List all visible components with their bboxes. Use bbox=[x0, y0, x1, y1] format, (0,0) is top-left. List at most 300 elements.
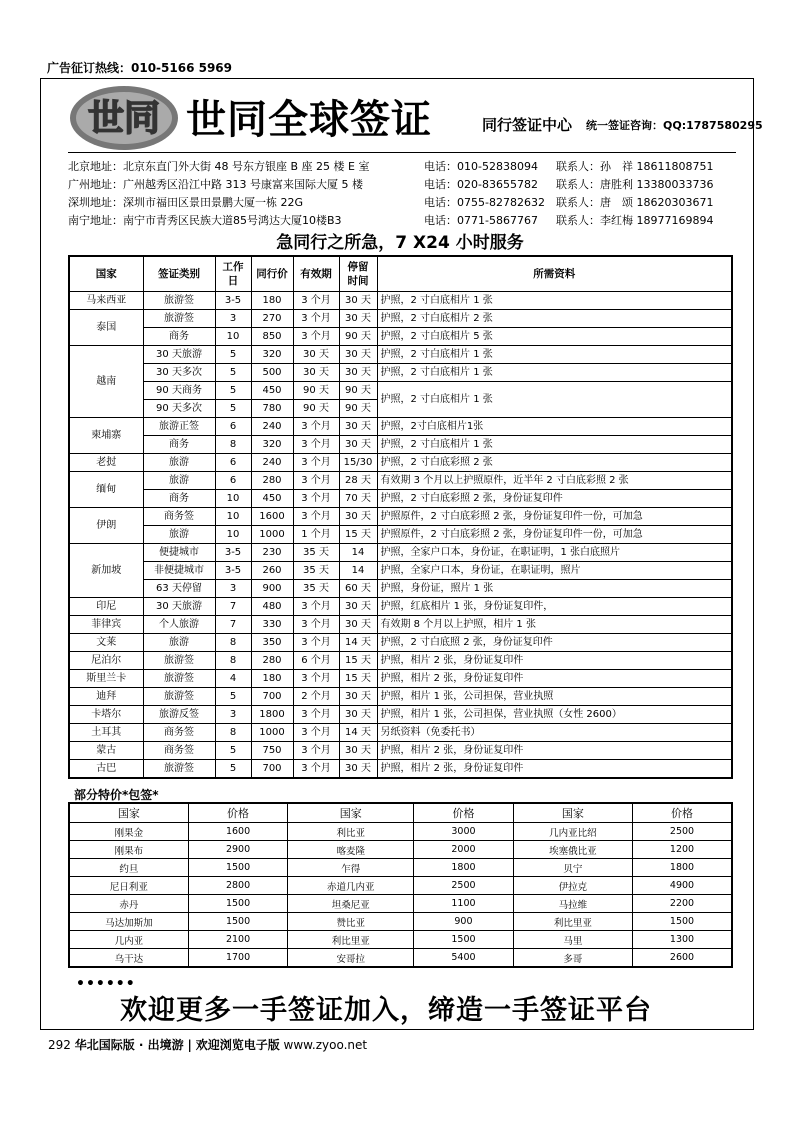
cell-workday: 4 bbox=[215, 670, 251, 688]
sp-price: 1300 bbox=[633, 931, 733, 949]
cell-country: 老挝 bbox=[69, 454, 143, 472]
cell-type: 90 天多次 bbox=[143, 400, 215, 418]
cell-stay: 90 天 bbox=[339, 400, 377, 418]
cell-price: 180 bbox=[251, 292, 293, 310]
cell-validity: 3 个月 bbox=[293, 616, 339, 634]
cell-docs: 护照原件，2 寸白底彩照 2 张，身份证复印件一份，可加急 bbox=[377, 526, 732, 544]
decorative-dots: •••••• bbox=[76, 976, 136, 992]
table-row bbox=[69, 616, 732, 634]
col-type: 签证类别 bbox=[143, 256, 215, 292]
sp-country: 利比亚 bbox=[288, 823, 414, 841]
cell-docs: 护照，身份证，照片 1 张 bbox=[377, 580, 732, 598]
cell-docs: 护照，2寸白底相片1张 bbox=[377, 418, 732, 436]
table-row bbox=[69, 526, 732, 544]
sp-price: 1200 bbox=[633, 841, 733, 859]
cell-workday: 10 bbox=[215, 526, 251, 544]
qq-contact: 统一签证咨询：QQ:1787580295 bbox=[586, 119, 763, 132]
cell-workday: 5 bbox=[215, 400, 251, 418]
sp-price: 1500 bbox=[414, 931, 513, 949]
cell-docs: 护照，2 寸白底相片 2 张 bbox=[377, 310, 732, 328]
cell-workday: 5 bbox=[215, 688, 251, 706]
cell-docs: 护照，2 寸白底相片 1 张 bbox=[377, 292, 732, 310]
table-row bbox=[69, 490, 732, 508]
sp-col: 价格 bbox=[633, 803, 733, 823]
cell-price: 350 bbox=[251, 634, 293, 652]
cell-validity: 3 个月 bbox=[293, 490, 339, 508]
cell-docs: 护照，2 寸白底彩照 2 张，身份证复印件 bbox=[377, 490, 732, 508]
cell-stay: 30 天 bbox=[339, 616, 377, 634]
cell-validity: 3 个月 bbox=[293, 436, 339, 454]
cell-country: 卡塔尔 bbox=[69, 706, 143, 724]
cell-docs: 护照，2 寸白底相片 1 张 bbox=[377, 436, 732, 454]
cell-docs: 有效期 3 个月以上护照原件，近半年 2 寸白底彩照 2 张 bbox=[377, 472, 732, 490]
cell-price: 1000 bbox=[251, 526, 293, 544]
cell-price: 280 bbox=[251, 652, 293, 670]
cell-stay: 28 天 bbox=[339, 472, 377, 490]
sp-price: 3000 bbox=[414, 823, 513, 841]
cell-validity: 1 个月 bbox=[293, 526, 339, 544]
cell-workday: 3-5 bbox=[215, 544, 251, 562]
sp-price: 2800 bbox=[188, 877, 287, 895]
table-row bbox=[69, 310, 732, 328]
sp-country: 乍得 bbox=[288, 859, 414, 877]
sp-country: 喀麦隆 bbox=[288, 841, 414, 859]
visa-table bbox=[68, 255, 733, 779]
cell-validity: 3 个月 bbox=[293, 508, 339, 526]
sp-price: 1800 bbox=[414, 859, 513, 877]
cell-stay: 30 天 bbox=[339, 760, 377, 779]
office-address: 南宁地址：南宁市青秀区民族大道85号鸿达大厦10楼B3 bbox=[68, 214, 342, 227]
table-row bbox=[69, 652, 732, 670]
sp-price: 2900 bbox=[188, 841, 287, 859]
col-workday: 工作日 bbox=[215, 256, 251, 292]
cell-workday: 8 bbox=[215, 652, 251, 670]
cell-workday: 5 bbox=[215, 742, 251, 760]
table-row bbox=[69, 508, 732, 526]
sp-country: 约旦 bbox=[69, 859, 188, 877]
sp-price: 1600 bbox=[188, 823, 287, 841]
cell-stay: 30 天 bbox=[339, 742, 377, 760]
cell-country: 尼泊尔 bbox=[69, 652, 143, 670]
cell-docs: 护照，相片 2 张，身份证复印件 bbox=[377, 742, 732, 760]
cell-price: 700 bbox=[251, 760, 293, 779]
cell-stay: 70 天 bbox=[339, 490, 377, 508]
cell-price: 1000 bbox=[251, 724, 293, 742]
sp-price: 4900 bbox=[633, 877, 733, 895]
page-footer bbox=[48, 1036, 367, 1053]
sp-country: 赞比亚 bbox=[288, 913, 414, 931]
cell-country: 迪拜 bbox=[69, 688, 143, 706]
cell-country: 伊朗 bbox=[69, 508, 143, 544]
cell-workday: 3 bbox=[215, 310, 251, 328]
special-row bbox=[69, 913, 732, 931]
sp-price: 1500 bbox=[188, 895, 287, 913]
cell-price: 320 bbox=[251, 436, 293, 454]
cell-country: 古巴 bbox=[69, 760, 143, 779]
cell-country: 印尼 bbox=[69, 598, 143, 616]
cell-country: 文莱 bbox=[69, 634, 143, 652]
col-docs: 所需资料 bbox=[377, 256, 732, 292]
cell-type: 旅游签 bbox=[143, 670, 215, 688]
cell-validity: 30 天 bbox=[293, 364, 339, 382]
sp-country: 几内亚 bbox=[69, 931, 188, 949]
cell-stay: 14 bbox=[339, 562, 377, 580]
office-phone: 电话：020-83655782 bbox=[424, 178, 538, 191]
sp-country: 利比里亚 bbox=[288, 931, 414, 949]
sp-price: 2500 bbox=[633, 823, 733, 841]
cell-type: 商务签 bbox=[143, 724, 215, 742]
cell-price: 180 bbox=[251, 670, 293, 688]
cell-country: 越南 bbox=[69, 346, 143, 418]
sp-country: 坦桑尼亚 bbox=[288, 895, 414, 913]
col-validity: 有效期 bbox=[293, 256, 339, 292]
sp-price: 1800 bbox=[633, 859, 733, 877]
cell-workday: 7 bbox=[215, 616, 251, 634]
sp-country: 马里 bbox=[513, 931, 632, 949]
cell-type: 旅游正签 bbox=[143, 418, 215, 436]
sp-country: 埃塞俄比亚 bbox=[513, 841, 632, 859]
cell-docs: 护照，相片 2 张，身份证复印件 bbox=[377, 652, 732, 670]
page-number: 292 bbox=[48, 1038, 71, 1052]
cell-docs: 护照，2 寸白底照 2 张，身份证复印件 bbox=[377, 634, 732, 652]
cell-validity: 30 天 bbox=[293, 346, 339, 364]
cell-validity: 3 个月 bbox=[293, 310, 339, 328]
cell-type: 旅游 bbox=[143, 634, 215, 652]
sp-country: 马拉维 bbox=[513, 895, 632, 913]
sp-price: 900 bbox=[414, 913, 513, 931]
cell-workday: 10 bbox=[215, 490, 251, 508]
sp-price: 2600 bbox=[633, 949, 733, 968]
brand-subtitle: 同行签证中心 bbox=[482, 116, 573, 134]
sp-country: 乌干达 bbox=[69, 949, 188, 968]
cell-stay: 15 天 bbox=[339, 670, 377, 688]
cell-docs: 护照，2 寸白底相片 1 张 bbox=[377, 382, 732, 418]
cell-stay: 14 天 bbox=[339, 724, 377, 742]
cell-stay: 90 天 bbox=[339, 382, 377, 400]
sp-price: 1500 bbox=[188, 859, 287, 877]
table-row bbox=[69, 706, 732, 724]
cell-stay: 15 天 bbox=[339, 652, 377, 670]
table-row bbox=[69, 292, 732, 310]
table-row bbox=[69, 346, 732, 364]
cell-stay: 14 bbox=[339, 544, 377, 562]
cell-workday: 6 bbox=[215, 418, 251, 436]
table-row bbox=[69, 436, 732, 454]
table-row bbox=[69, 688, 732, 706]
cell-country: 菲律宾 bbox=[69, 616, 143, 634]
sp-price: 1700 bbox=[188, 949, 287, 968]
divider bbox=[68, 152, 736, 153]
table-row bbox=[69, 454, 732, 472]
cell-type: 旅游签 bbox=[143, 688, 215, 706]
special-row bbox=[69, 877, 732, 895]
cell-type: 旅游签 bbox=[143, 760, 215, 779]
table-row bbox=[69, 364, 732, 382]
ad-hotline: 广告征订热线：010-5166 5969 bbox=[47, 61, 233, 75]
sp-country: 马达加斯加 bbox=[69, 913, 188, 931]
cell-validity: 90 天 bbox=[293, 382, 339, 400]
cell-type: 非便捷城市 bbox=[143, 562, 215, 580]
cell-workday: 8 bbox=[215, 634, 251, 652]
cell-type: 商务签 bbox=[143, 742, 215, 760]
sp-country: 赤道几内亚 bbox=[288, 877, 414, 895]
cell-validity: 3 个月 bbox=[293, 634, 339, 652]
sp-country: 刚果金 bbox=[69, 823, 188, 841]
cell-stay: 30 天 bbox=[339, 364, 377, 382]
special-price-table bbox=[68, 802, 733, 968]
cell-type: 旅游 bbox=[143, 526, 215, 544]
cell-validity: 3 个月 bbox=[293, 598, 339, 616]
cell-price: 320 bbox=[251, 346, 293, 364]
cell-docs: 护照，相片 2 张，身份证复印件 bbox=[377, 670, 732, 688]
table-header-row bbox=[69, 256, 732, 292]
sp-col: 国家 bbox=[513, 803, 632, 823]
cell-type: 个人旅游 bbox=[143, 616, 215, 634]
office-contact: 联系人：孙 祥 18611808751 bbox=[556, 160, 714, 173]
cell-type: 旅游签 bbox=[143, 652, 215, 670]
cell-country: 斯里兰卡 bbox=[69, 670, 143, 688]
cell-type: 旅游签 bbox=[143, 310, 215, 328]
cell-price: 230 bbox=[251, 544, 293, 562]
sp-price: 1100 bbox=[414, 895, 513, 913]
sp-price: 1500 bbox=[633, 913, 733, 931]
special-row bbox=[69, 823, 732, 841]
cell-stay: 60 天 bbox=[339, 580, 377, 598]
sp-col: 价格 bbox=[188, 803, 287, 823]
cell-price: 240 bbox=[251, 418, 293, 436]
sp-country: 几内亚比绍 bbox=[513, 823, 632, 841]
cell-type: 旅游 bbox=[143, 454, 215, 472]
special-row bbox=[69, 895, 732, 913]
col-price: 同行价 bbox=[251, 256, 293, 292]
cell-country: 新加坡 bbox=[69, 544, 143, 598]
sp-price: 5400 bbox=[414, 949, 513, 968]
separator: | bbox=[187, 1038, 192, 1052]
cell-type: 旅游签 bbox=[143, 292, 215, 310]
cell-validity: 6 个月 bbox=[293, 652, 339, 670]
table-row bbox=[69, 670, 732, 688]
cell-price: 240 bbox=[251, 454, 293, 472]
cell-validity: 3 个月 bbox=[293, 418, 339, 436]
cell-validity: 3 个月 bbox=[293, 292, 339, 310]
table-row bbox=[69, 418, 732, 436]
cell-price: 450 bbox=[251, 490, 293, 508]
cell-validity: 3 个月 bbox=[293, 760, 339, 779]
cell-price: 500 bbox=[251, 364, 293, 382]
cell-type: 90 天商务 bbox=[143, 382, 215, 400]
cell-workday: 8 bbox=[215, 724, 251, 742]
cell-price: 260 bbox=[251, 562, 293, 580]
cell-type: 30 天旅游 bbox=[143, 598, 215, 616]
table-row bbox=[69, 544, 732, 562]
special-row bbox=[69, 841, 732, 859]
cell-validity: 3 个月 bbox=[293, 724, 339, 742]
cell-type: 30 天多次 bbox=[143, 364, 215, 382]
sp-col: 国家 bbox=[288, 803, 414, 823]
office-address: 北京地址：北京东直门外大街 48 号东方银座 B 座 25 楼 E 室 bbox=[68, 160, 370, 173]
cell-workday: 3-5 bbox=[215, 292, 251, 310]
cell-workday: 5 bbox=[215, 346, 251, 364]
cell-country: 马来西亚 bbox=[69, 292, 143, 310]
special-row bbox=[69, 949, 732, 968]
cell-price: 480 bbox=[251, 598, 293, 616]
cell-validity: 90 天 bbox=[293, 400, 339, 418]
cell-stay: 30 天 bbox=[339, 598, 377, 616]
cell-workday: 6 bbox=[215, 454, 251, 472]
brand-name: 世同全球签证 bbox=[186, 97, 432, 143]
cell-price: 270 bbox=[251, 310, 293, 328]
col-country: 国家 bbox=[69, 256, 143, 292]
office-contact: 联系人：唐胜利 13380033736 bbox=[556, 178, 714, 191]
cell-price: 850 bbox=[251, 328, 293, 346]
cell-stay: 15 天 bbox=[339, 526, 377, 544]
cell-stay: 15/30 bbox=[339, 454, 377, 472]
sp-price: 1500 bbox=[188, 913, 287, 931]
cell-workday: 7 bbox=[215, 598, 251, 616]
cell-stay: 14 天 bbox=[339, 634, 377, 652]
cell-workday: 10 bbox=[215, 328, 251, 346]
sp-price: 2100 bbox=[188, 931, 287, 949]
cell-type: 商务 bbox=[143, 328, 215, 346]
cell-workday: 5 bbox=[215, 382, 251, 400]
cell-stay: 30 天 bbox=[339, 346, 377, 364]
cell-docs: 护照，全家户口本，身份证，在职证明，照片 bbox=[377, 562, 732, 580]
sp-price: 2200 bbox=[633, 895, 733, 913]
cell-price: 330 bbox=[251, 616, 293, 634]
cell-stay: 30 天 bbox=[339, 508, 377, 526]
special-header-row bbox=[69, 803, 732, 823]
cell-docs: 护照原件，2 寸白底彩照 2 张，身份证复印件一份，可加急 bbox=[377, 508, 732, 526]
service-slogan: 急同行之所急，7 X24 小时服务 bbox=[276, 233, 524, 253]
sp-col: 国家 bbox=[69, 803, 188, 823]
cell-docs: 护照，相片 1 张，公司担保，营业执照（女性 2600） bbox=[377, 706, 732, 724]
cell-price: 750 bbox=[251, 742, 293, 760]
cell-workday: 3 bbox=[215, 580, 251, 598]
cell-stay: 30 天 bbox=[339, 706, 377, 724]
special-row bbox=[69, 859, 732, 877]
cell-stay: 30 天 bbox=[339, 418, 377, 436]
cell-price: 280 bbox=[251, 472, 293, 490]
cell-country: 泰国 bbox=[69, 310, 143, 346]
cell-type: 商务签 bbox=[143, 508, 215, 526]
cell-docs: 护照，相片 2 张，身份证复印件 bbox=[377, 760, 732, 779]
cell-type: 商务 bbox=[143, 436, 215, 454]
cell-workday: 5 bbox=[215, 760, 251, 779]
table-row bbox=[69, 472, 732, 490]
cell-validity: 2 个月 bbox=[293, 688, 339, 706]
cell-validity: 35 天 bbox=[293, 562, 339, 580]
office-phone: 电话：0771-5867767 bbox=[424, 214, 538, 227]
cell-country: 蒙古 bbox=[69, 742, 143, 760]
cell-price: 1600 bbox=[251, 508, 293, 526]
cell-validity: 3 个月 bbox=[293, 706, 339, 724]
cell-stay: 30 天 bbox=[339, 292, 377, 310]
cell-workday: 5 bbox=[215, 364, 251, 382]
cell-type: 便捷城市 bbox=[143, 544, 215, 562]
welcome-banner: 欢迎更多一手签证加入，缔造一手签证平台 bbox=[120, 995, 652, 1026]
office-phone: 电话：010-52838094 bbox=[424, 160, 538, 173]
table-row bbox=[69, 580, 732, 598]
cell-docs: 护照，2 寸白底相片 1 张 bbox=[377, 364, 732, 382]
cell-type: 商务 bbox=[143, 490, 215, 508]
cell-workday: 10 bbox=[215, 508, 251, 526]
cell-validity: 3 个月 bbox=[293, 328, 339, 346]
sp-country: 利比里亚 bbox=[513, 913, 632, 931]
table-row bbox=[69, 562, 732, 580]
cell-docs: 护照，红底相片 1 张，身份证复印件， bbox=[377, 598, 732, 616]
cell-price: 780 bbox=[251, 400, 293, 418]
cell-stay: 90 天 bbox=[339, 328, 377, 346]
cell-price: 1800 bbox=[251, 706, 293, 724]
sp-country: 尼日利亚 bbox=[69, 877, 188, 895]
svg-text:世同: 世同 bbox=[87, 98, 161, 139]
cell-docs: 护照，相片 1 张，公司担保，营业执照 bbox=[377, 688, 732, 706]
cell-validity: 3 个月 bbox=[293, 472, 339, 490]
sp-country: 贝宁 bbox=[513, 859, 632, 877]
table-row bbox=[69, 742, 732, 760]
cell-docs: 护照，2 寸白底相片 1 张 bbox=[377, 346, 732, 364]
cell-workday: 8 bbox=[215, 436, 251, 454]
sp-col: 价格 bbox=[414, 803, 513, 823]
cell-price: 700 bbox=[251, 688, 293, 706]
cell-workday: 6 bbox=[215, 472, 251, 490]
sp-country: 伊拉克 bbox=[513, 877, 632, 895]
cell-docs: 有效期 8 个月以上护照，相片 1 张 bbox=[377, 616, 732, 634]
cell-workday: 3 bbox=[215, 706, 251, 724]
cell-type: 旅游反签 bbox=[143, 706, 215, 724]
col-stay: 停留时间 bbox=[339, 256, 377, 292]
table-row bbox=[69, 598, 732, 616]
website-link[interactable]: www.zyoo.net bbox=[283, 1038, 368, 1052]
table-row bbox=[69, 382, 732, 400]
office-contact: 联系人：李红梅 18977169894 bbox=[556, 214, 714, 227]
cell-country: 柬埔寨 bbox=[69, 418, 143, 454]
office-address: 深圳地址：深圳市福田区景田景鹏大厦一栋 22G bbox=[68, 196, 304, 209]
cell-docs: 护照，2 寸白底彩照 2 张 bbox=[377, 454, 732, 472]
cell-docs: 护照，全家户口本，身份证，在职证明，1 张白底照片 bbox=[377, 544, 732, 562]
table-row bbox=[69, 724, 732, 742]
cell-validity: 35 天 bbox=[293, 544, 339, 562]
sp-country: 多哥 bbox=[513, 949, 632, 968]
cell-price: 450 bbox=[251, 382, 293, 400]
cell-stay: 30 天 bbox=[339, 310, 377, 328]
office-address: 广州地址：广州越秀区沿江中路 313 号康富来国际大厦 5 楼 bbox=[68, 178, 363, 191]
sp-country: 安哥拉 bbox=[288, 949, 414, 968]
cell-validity: 35 天 bbox=[293, 580, 339, 598]
cell-stay: 30 天 bbox=[339, 436, 377, 454]
special-row bbox=[69, 931, 732, 949]
table-row bbox=[69, 760, 732, 779]
cell-docs: 护照，2 寸白底相片 5 张 bbox=[377, 328, 732, 346]
cell-country: 土耳其 bbox=[69, 724, 143, 742]
sp-country: 刚果布 bbox=[69, 841, 188, 859]
cell-workday: 3-5 bbox=[215, 562, 251, 580]
cell-validity: 3 个月 bbox=[293, 454, 339, 472]
cell-validity: 3 个月 bbox=[293, 670, 339, 688]
cell-validity: 3 个月 bbox=[293, 742, 339, 760]
browse-text: 欢迎浏览电子版 bbox=[195, 1038, 280, 1052]
sp-price: 2000 bbox=[414, 841, 513, 859]
cell-type: 30 天旅游 bbox=[143, 346, 215, 364]
brand-logo bbox=[68, 84, 180, 152]
cell-price: 900 bbox=[251, 580, 293, 598]
office-contact: 联系人：唐 颂 18620303671 bbox=[556, 196, 714, 209]
office-phone: 电话：0755-82782632 bbox=[424, 196, 545, 209]
table-row bbox=[69, 328, 732, 346]
edition: 华北国际版 · 出境游 bbox=[74, 1038, 184, 1052]
special-title: 部分特价*包签* bbox=[74, 788, 159, 802]
sp-country: 赤丹 bbox=[69, 895, 188, 913]
